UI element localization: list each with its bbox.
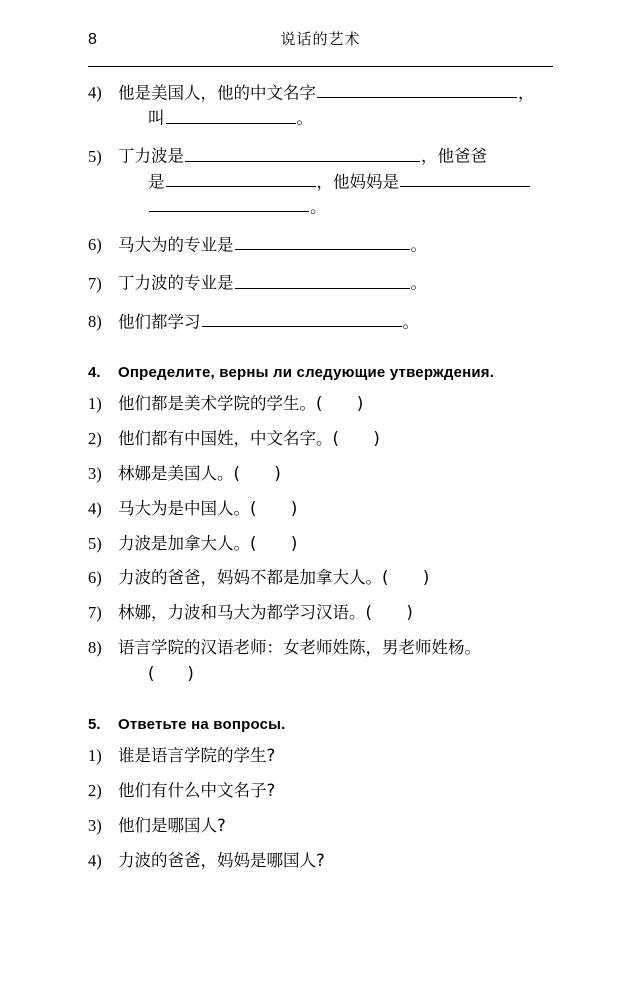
item-body — [118, 532, 553, 556]
page-number: 8 — [88, 31, 97, 48]
item-body — [118, 143, 553, 219]
item-body — [118, 270, 553, 295]
item-body — [118, 462, 553, 486]
list-item — [88, 270, 553, 295]
answer-blank[interactable] — [317, 80, 517, 98]
item-body — [118, 392, 553, 416]
item-text: 谁是语言学院的学生? — [118, 746, 276, 766]
item-number: 7) — [88, 273, 102, 293]
item-text-tail: 。 — [410, 235, 427, 255]
item-continuation — [148, 194, 553, 219]
item-text: 力波的爸爸，妈妈不都是加拿大人。 — [118, 568, 382, 588]
item-number: 3) — [88, 463, 102, 483]
list-item — [88, 744, 553, 768]
answer-paren[interactable]: ( ) — [250, 533, 298, 553]
answer-blank[interactable] — [235, 270, 410, 288]
item-number: 2) — [88, 428, 102, 448]
item-text: 丁力波的专业是 — [118, 273, 234, 293]
list-item — [88, 462, 553, 486]
item-text: 他们都是美术学院的学生。 — [118, 393, 316, 413]
item-text: 他们都学习 — [118, 311, 201, 331]
section-title: Определите, верны ли следующие утверждения. — [118, 363, 495, 381]
list-item — [88, 427, 553, 451]
list-item — [88, 779, 553, 803]
item-number: 8) — [88, 638, 102, 658]
item-text: 他是美国人，他的中文名字 — [118, 83, 316, 103]
answer-paren[interactable]: ( ) — [250, 498, 298, 518]
item-text: 他们都有中国姓，中文名字。 — [118, 428, 333, 448]
item-number: 1) — [88, 746, 102, 766]
item-text: 语言学院的汉语老师：女老师姓陈，男老师姓杨。 — [118, 638, 481, 658]
item-number: 6) — [88, 235, 102, 255]
item-body — [118, 309, 553, 334]
item-text-tail: 。 — [402, 311, 419, 331]
answer-blank[interactable] — [149, 194, 309, 212]
item-text: 林娜，力波和马大为都学习汉语。 — [118, 603, 366, 623]
item-text: 林娜是美国人。 — [118, 463, 234, 483]
item-body — [118, 636, 553, 686]
item-number: 4) — [88, 83, 102, 103]
running-title: 说话的艺术 — [280, 30, 361, 48]
item-text-cont: 叫 — [148, 108, 165, 128]
item-number: 2) — [88, 781, 102, 801]
answer-blank[interactable] — [185, 143, 420, 161]
list-item — [88, 566, 553, 590]
item-body — [118, 497, 553, 521]
answer-blank[interactable] — [166, 105, 296, 123]
section-title: Ответьте на вопросы. — [118, 716, 286, 734]
item-number: 8) — [88, 311, 102, 331]
list-item — [88, 80, 553, 130]
page-header — [88, 0, 553, 62]
answer-paren[interactable]: ( ) — [148, 664, 194, 684]
item-continuation — [148, 169, 553, 194]
answer-blank[interactable] — [166, 169, 316, 187]
item-text-tail: ，他爸爸 — [421, 146, 487, 166]
questions-list — [88, 744, 553, 873]
item-number: 5) — [88, 146, 102, 166]
item-text: 马大为的专业是 — [118, 235, 234, 255]
list-item — [88, 814, 553, 838]
fill-in-list — [88, 80, 553, 334]
section-number: 4. — [88, 363, 101, 381]
item-text: 丁力波是 — [118, 146, 184, 166]
item-number: 5) — [88, 533, 102, 553]
answer-blank[interactable] — [202, 309, 402, 327]
section-heading-5 — [88, 716, 553, 733]
answer-paren[interactable]: ( ) — [332, 428, 381, 448]
item-number: 6) — [88, 568, 102, 588]
list-item — [88, 849, 553, 873]
answer-paren[interactable]: ( ) — [316, 393, 364, 413]
answer-paren[interactable]: ( ) — [365, 603, 414, 623]
answer-blank[interactable] — [235, 232, 410, 250]
list-item — [88, 601, 553, 625]
item-number: 4) — [88, 850, 102, 870]
section-heading-4 — [88, 364, 553, 381]
header-rule — [88, 66, 553, 67]
answer-paren[interactable]: ( ) — [233, 463, 282, 483]
item-continuation — [148, 105, 553, 130]
item-text: 他们是哪国人? — [118, 816, 226, 836]
item-text-cont-tail: 。 — [296, 108, 313, 128]
list-item — [88, 392, 553, 416]
item-text-cont-mid: ，他妈妈是 — [316, 172, 399, 192]
list-item — [88, 309, 553, 334]
true-false-list — [88, 392, 553, 686]
section-number: 5. — [88, 716, 101, 734]
list-item — [88, 497, 553, 521]
answer-blank[interactable] — [400, 169, 530, 187]
item-text: 马大为是中国人。 — [118, 498, 250, 518]
answer-paren[interactable]: ( ) — [382, 568, 430, 588]
list-item — [88, 232, 553, 257]
item-text: 他们有什么中文名子? — [118, 781, 276, 801]
item-text: 力波是加拿大人。 — [118, 533, 250, 553]
list-item — [88, 636, 553, 686]
item-body — [118, 601, 553, 625]
item-number: 1) — [88, 393, 102, 413]
item-text-tail: ， — [518, 83, 535, 103]
item-text-tail: 。 — [410, 273, 427, 293]
item-number: 7) — [88, 603, 102, 623]
list-item — [88, 532, 553, 556]
item-body — [118, 80, 553, 130]
item-body — [118, 566, 553, 590]
item-body — [118, 427, 553, 451]
item-number: 4) — [88, 498, 102, 518]
item-text-cont: 是 — [148, 172, 165, 192]
list-item — [88, 143, 553, 219]
item-text: 力波的爸爸，妈妈是哪国人? — [118, 850, 325, 870]
item-number: 3) — [88, 816, 102, 836]
item-text-cont-tail: 。 — [310, 197, 327, 217]
item-body — [118, 232, 553, 257]
